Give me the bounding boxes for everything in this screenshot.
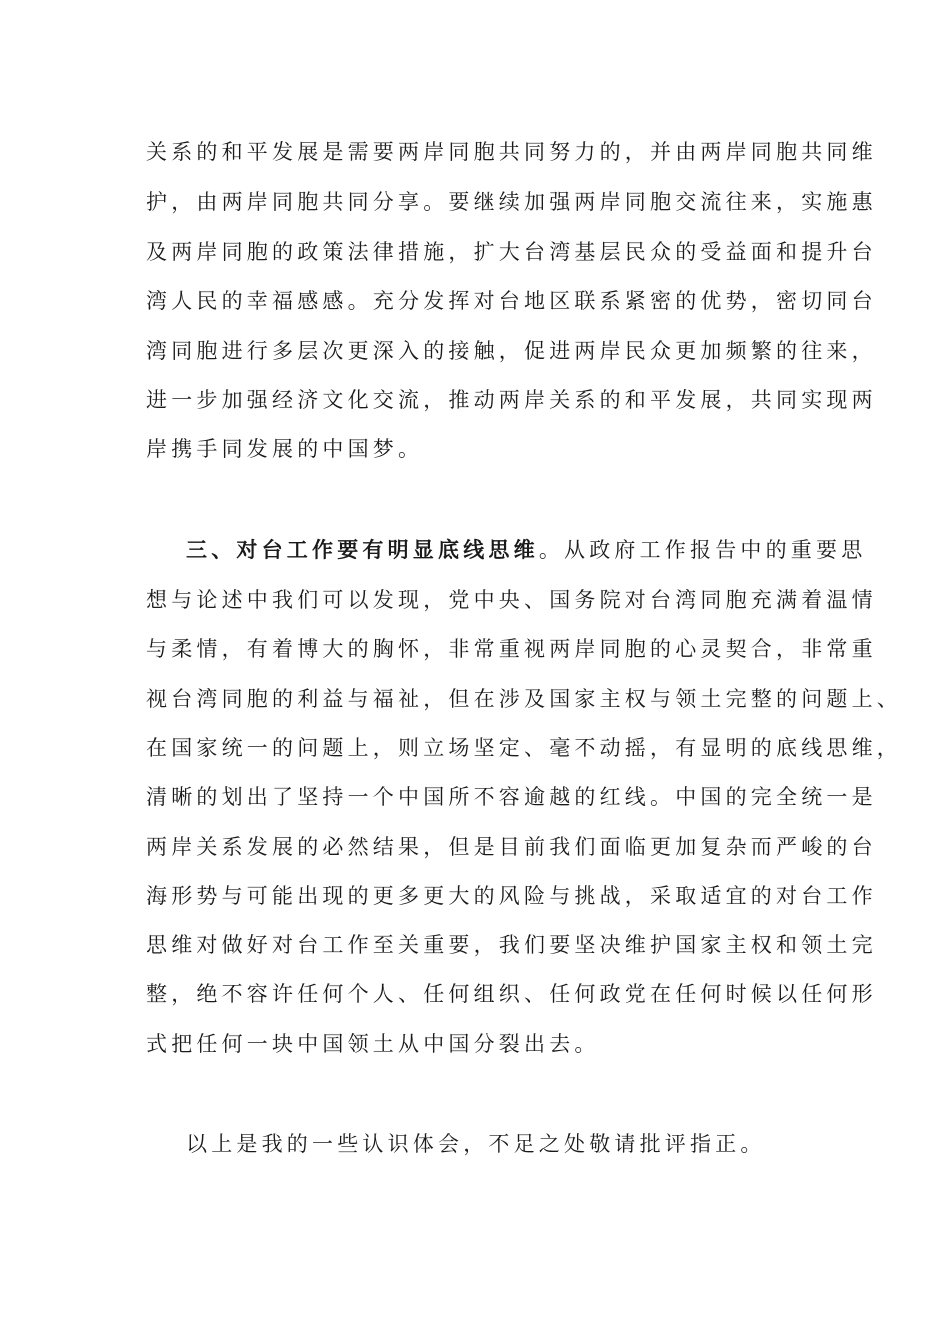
paragraph-2-first-line-rest: 。从政府工作报告中的重要思 xyxy=(538,538,867,562)
paragraph-2-line-9: 思维对做好对台工作至关重要，我们要坚决维护国家主权和领土完 xyxy=(146,933,877,957)
paragraph-2-first-line xyxy=(186,535,866,565)
paragraph-1-line-3: 及两岸同胞的政策法律措施，扩大台湾基层民众的受益面和提升台 xyxy=(146,240,877,264)
paragraph-1-line-1: 关系的和平发展是需要两岸同胞共同努力的，并由两岸同胞共同维 xyxy=(146,140,877,164)
paragraph-1-line-2: 护，由两岸同胞共同分享。要继续加强两岸同胞交流往来，实施惠 xyxy=(146,190,877,214)
paragraph-2-line-2: 想与论述中我们可以发现，党中央、国务院对台湾同胞充满着温情 xyxy=(146,588,877,612)
paragraph-2-line-8: 海形势与可能出现的更多更大的风险与挑战，采取适宜的对台工作 xyxy=(146,884,877,908)
paragraph-1-line-6: 进一步加强经济文化交流，推动两岸关系的和平发展，共同实现两 xyxy=(146,388,877,412)
paragraph-2-line-4: 视台湾同胞的利益与福祉，但在涉及国家主权与领土完整的问题上、 xyxy=(146,687,902,711)
paragraph-2-line-11: 式把任何一块中国领土从中国分裂出去。 xyxy=(146,1032,600,1056)
paragraph-1-line-4: 湾人民的幸福感感。充分发挥对台地区联系紧密的优势，密切同台 xyxy=(146,289,877,313)
paragraph-1-line-5: 湾同胞进行多层次更深入的接触，促进两岸民众更加频繁的往来， xyxy=(146,339,877,363)
paragraph-2-line-5: 在国家统一的问题上，则立场坚定、毫不动摇，有显明的底线思维， xyxy=(146,736,902,760)
paragraph-1-line-7: 岸携手同发展的中国梦。 xyxy=(146,437,424,461)
paragraph-2-line-6: 清晰的划出了坚持一个中国所不容逾越的红线。中国的完全统一是 xyxy=(146,785,877,809)
closing-remark: 以上是我的一些认识体会，不足之处敬请批评指正。 xyxy=(186,1132,766,1156)
paragraph-2-line-3: 与柔情，有着博大的胸怀，非常重视两岸同胞的心灵契合，非常重 xyxy=(146,637,877,661)
section-heading: 三、对台工作要有明显底线思维 xyxy=(186,538,539,562)
paragraph-2-line-7: 两岸关系发展的必然结果，但是目前我们面临更加复杂而严峻的台 xyxy=(146,835,877,859)
paragraph-2-line-10: 整，绝不容许任何个人、任何组织、任何政党在任何时候以任何形 xyxy=(146,982,877,1006)
